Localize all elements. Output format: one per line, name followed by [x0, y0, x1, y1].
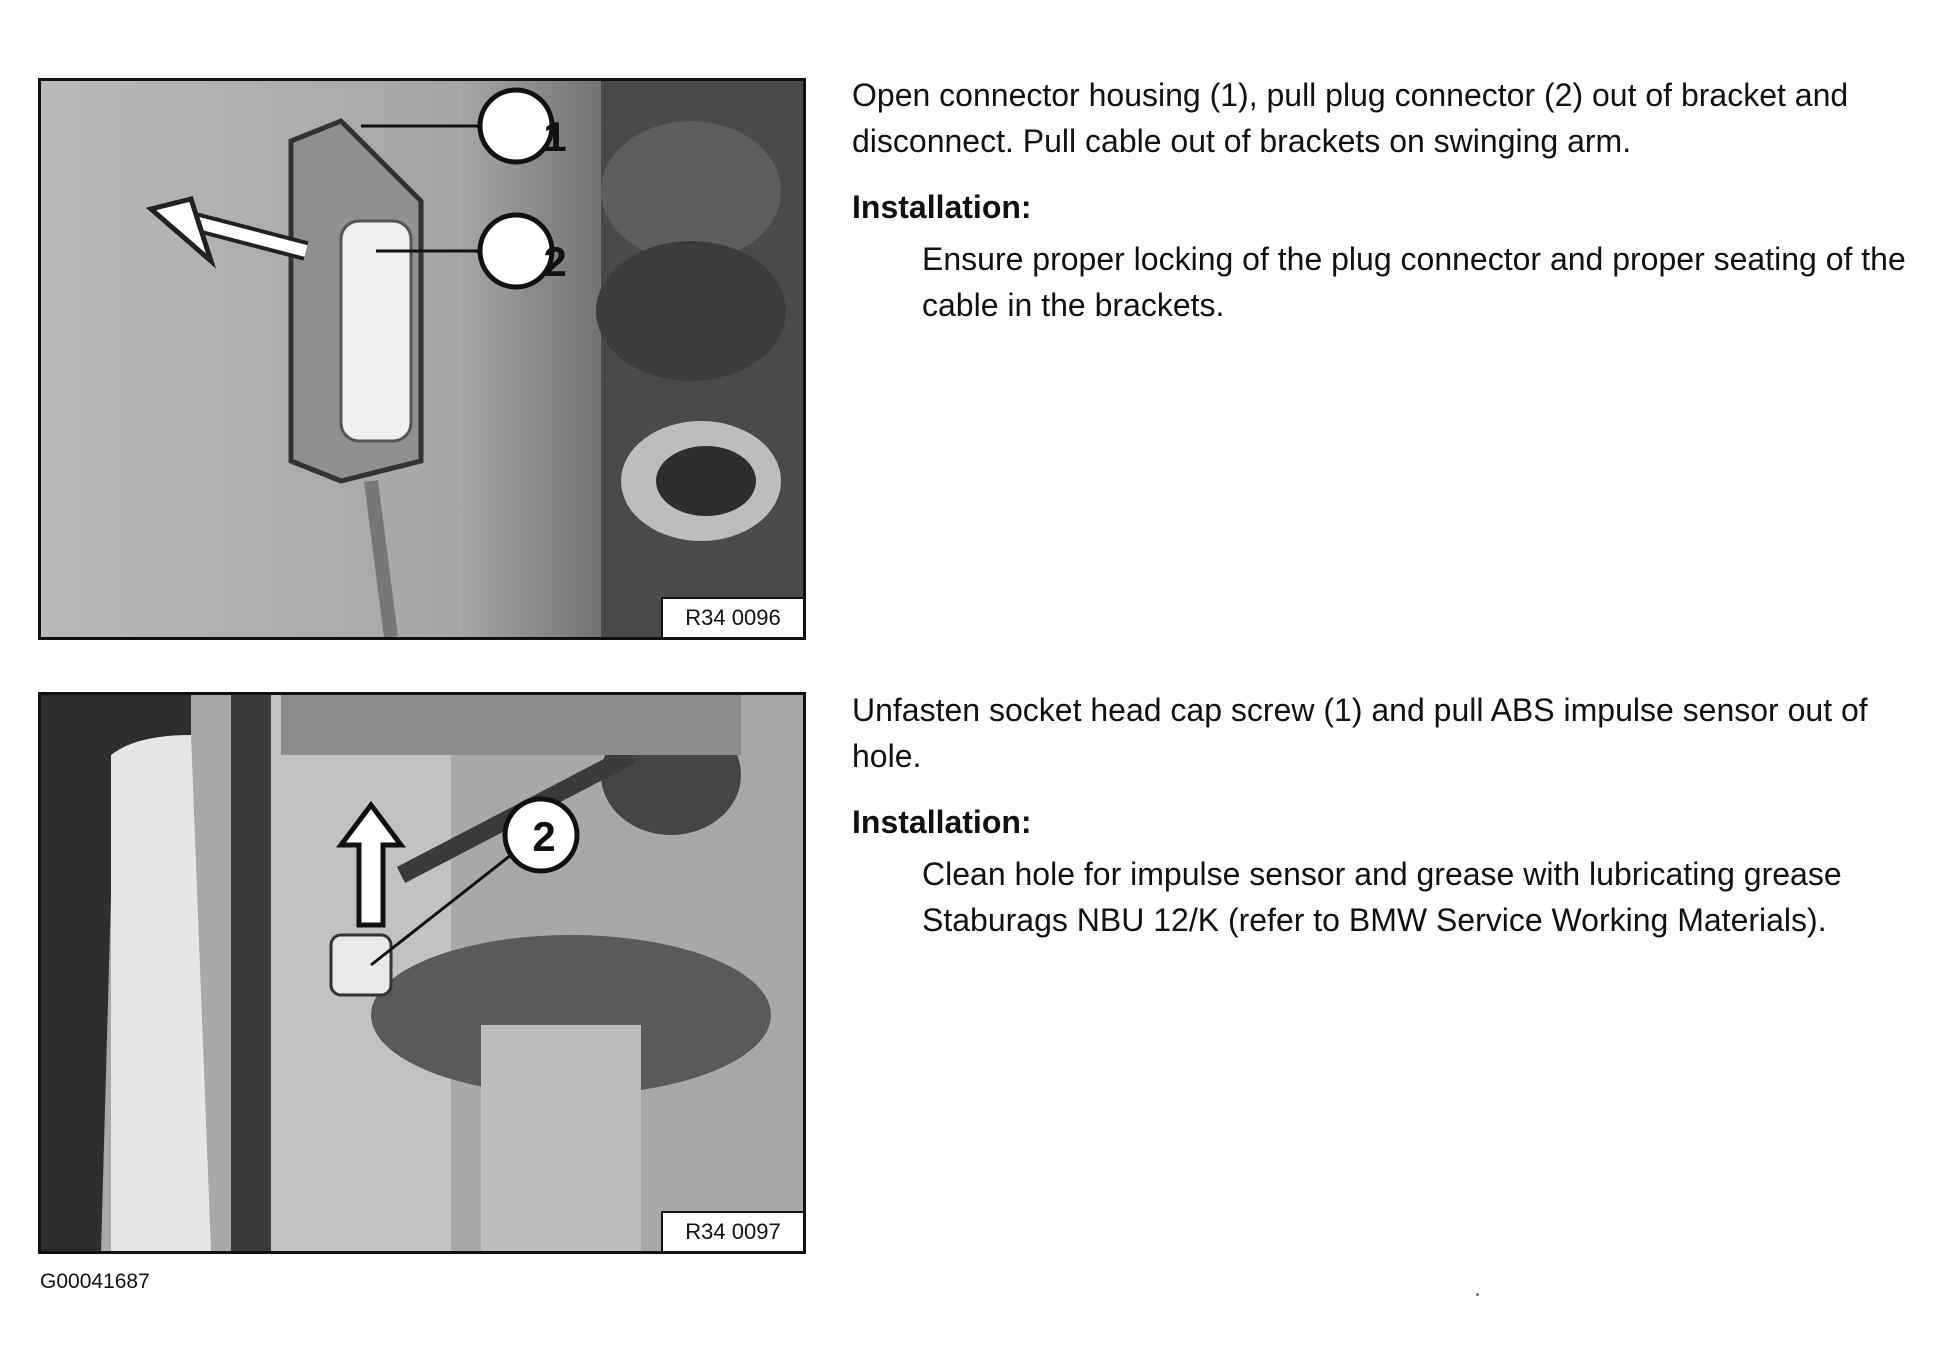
photo-illustration — [41, 695, 803, 1251]
figure-ref-label: R34 0096 — [661, 597, 803, 637]
scan-speck — [1476, 1293, 1479, 1296]
installation-text: Clean hole for impulse sensor and grease with lubricating grease Staburags NBU 12/K (refer to BMW Service Working Materials). — [922, 856, 1842, 938]
step-2 — [852, 687, 1917, 943]
step-1 — [852, 72, 1917, 328]
figure-ref-label: R34 0097 — [661, 1211, 803, 1251]
installation-heading: Installation: — [852, 804, 1032, 840]
callout-2-label: 2 — [543, 238, 567, 285]
installation-text: Ensure proper locking of the plug connector and proper seating of the cable in the brackets. — [922, 241, 1906, 323]
figure-photo-sensor — [38, 692, 806, 1254]
document-id: G00041687 — [40, 1270, 150, 1293]
callout-2-label: 2 — [532, 813, 556, 860]
callout-1-label: 1 — [543, 113, 567, 160]
figure-photo-connector — [38, 78, 806, 640]
installation-heading: Installation: — [852, 189, 1032, 225]
photo-illustration — [41, 81, 803, 637]
instruction-text: Open connector housing (1), pull plug connector (2) out of bracket and disconnect. Pull cable out of brackets on swinging arm. — [852, 77, 1849, 159]
instruction-text: Unfasten socket head cap screw (1) and pull ABS impulse sensor out of hole. — [852, 692, 1868, 774]
